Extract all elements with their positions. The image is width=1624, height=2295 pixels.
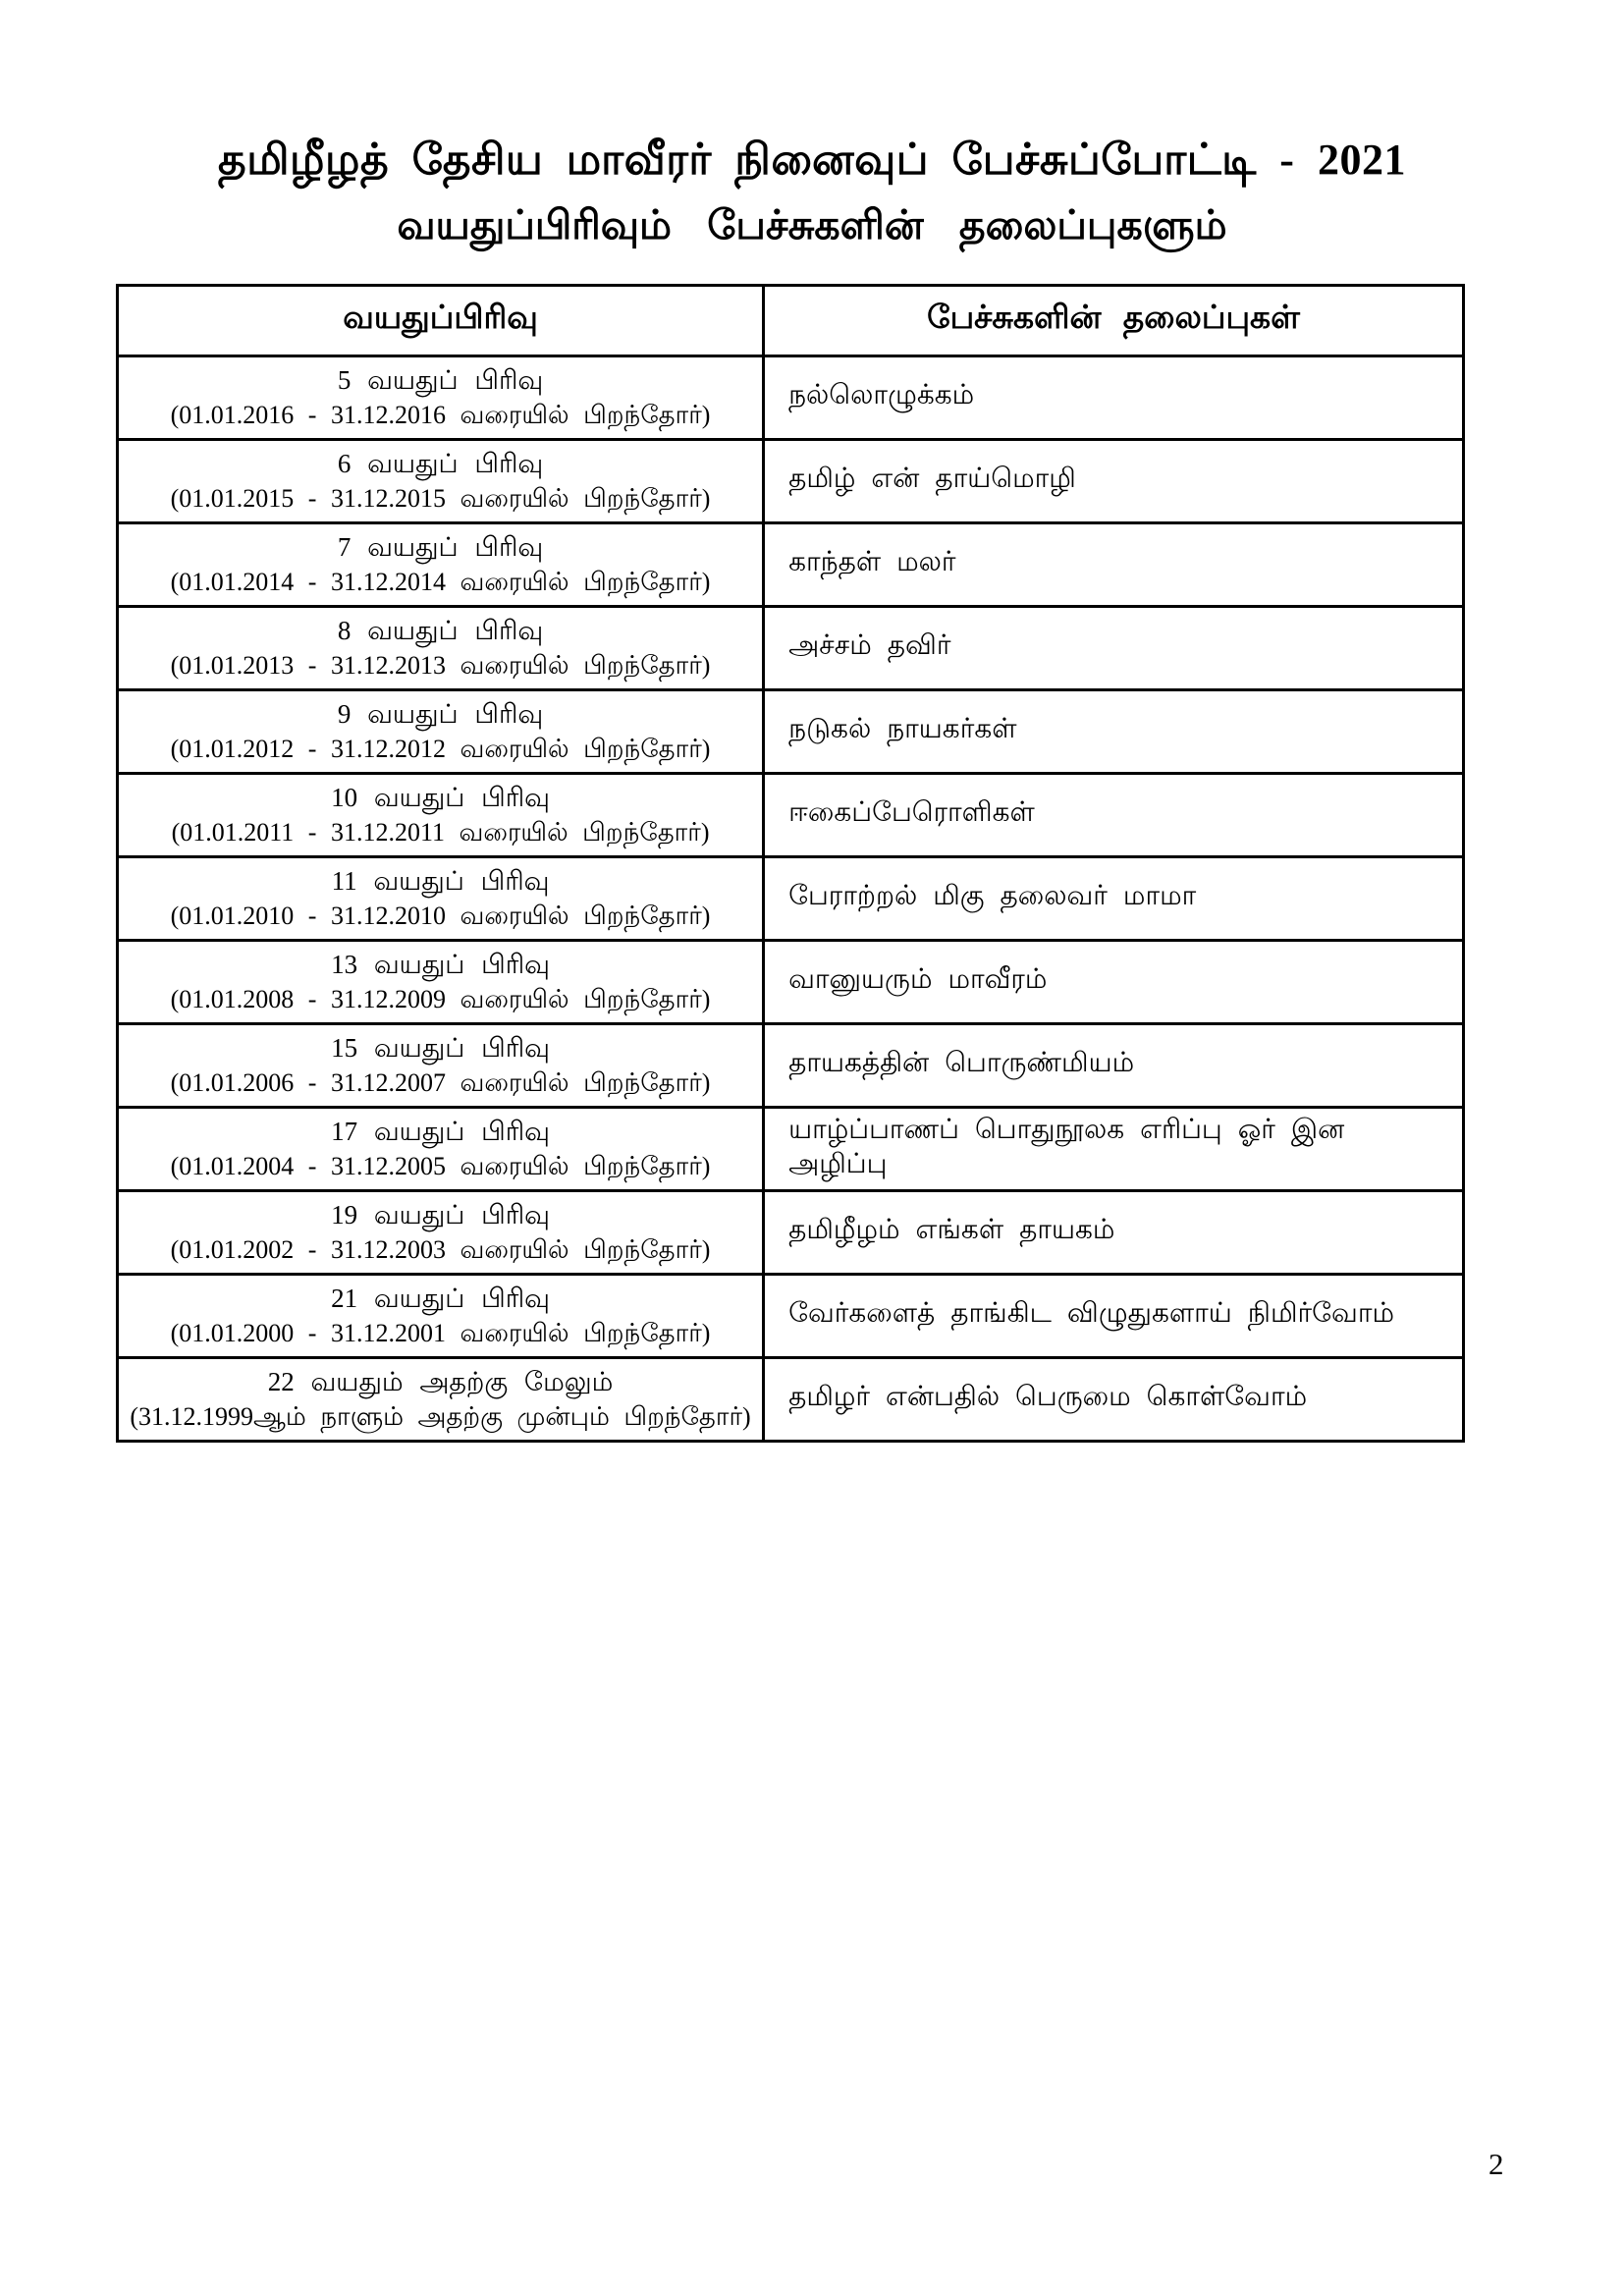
age-group-cell	[118, 355, 764, 439]
age-group-cell	[118, 439, 764, 522]
age-group-cell	[118, 1274, 764, 1357]
age-group-cell	[118, 689, 764, 773]
topic-cell	[764, 606, 1464, 689]
table-row	[118, 439, 1464, 522]
table-row	[118, 522, 1464, 606]
topic-label: ஈகைப்பேரொளிகள்	[788, 797, 1035, 829]
table-header-row	[118, 285, 1464, 355]
topic-cell	[764, 522, 1464, 606]
birth-range-label: (01.01.2002 - 31.12.2003 வரையில் பிறந்தோர்)	[170, 1234, 711, 1264]
table-row	[118, 1190, 1464, 1274]
topic-label: தமிழீழம் எங்கள் தாயகம்	[788, 1215, 1115, 1246]
birth-range-label: (01.01.2008 - 31.12.2009 வரையில் பிறந்தோர்)	[170, 984, 711, 1013]
birth-range-label: (01.01.2016 - 31.12.2016 வரையில் பிறந்தோர்)	[170, 400, 711, 429]
birth-range-label: (31.12.1999ஆம் நாளும் அதற்கு முன்பும் பிறந்தோர்)	[130, 1401, 751, 1431]
topic-cell	[764, 439, 1464, 522]
age-group-cell	[118, 940, 764, 1023]
age-group-label: 10 வயதுப் பிரிவு	[331, 783, 550, 813]
table-row	[118, 1107, 1464, 1190]
topic-cell	[764, 773, 1464, 856]
topic-cell	[764, 355, 1464, 439]
age-group-label: 6 வயதுப் பிரிவு	[337, 449, 544, 479]
table-row	[118, 689, 1464, 773]
age-group-cell	[118, 856, 764, 940]
birth-range-label: (01.01.2010 - 31.12.2010 வரையில் பிறந்தோர்)	[170, 901, 711, 930]
topic-label: பேராற்றல் மிகு தலைவர் மாமா	[788, 881, 1197, 912]
topic-label: காந்தள் மலர்	[788, 547, 956, 578]
topic-label: தமிழர் என்பதில் பெருமை கொள்வோம்	[788, 1382, 1308, 1413]
topic-label: நடுகல் நாயகர்கள்	[788, 714, 1017, 745]
topic-label: தாயகத்தின் பொருண்மியம்	[788, 1048, 1135, 1079]
birth-range-label: (01.01.2004 - 31.12.2005 வரையில் பிறந்தோர்)	[170, 1151, 711, 1180]
page-title: தமிழீழத் தேசிய மாவீரர் நினைவுப் பேச்சுப்போட்டி - 2021	[218, 136, 1406, 184]
age-group-label: 9 வயதுப் பிரிவு	[337, 699, 544, 730]
header-age-group: வயதுப்பிரிவு	[118, 285, 764, 355]
birth-range-label: (01.01.2011 - 31.12.2011 வரையில் பிறந்தோர்)	[171, 817, 710, 847]
table-row	[118, 355, 1464, 439]
age-group-label: 17 வயதுப் பிரிவு	[331, 1117, 550, 1147]
birth-range-label: (01.01.2014 - 31.12.2014 வரையில் பிறந்தோர்)	[170, 567, 711, 596]
topic-label: யாழ்ப்பாணப் பொதுநூலக எரிப்பு ஓர் இன அழிப்பு	[788, 1114, 1345, 1179]
age-group-label: 8 வயதுப் பிரிவு	[337, 616, 544, 646]
birth-range-label: (01.01.2013 - 31.12.2013 வரையில் பிறந்தோர்)	[170, 650, 711, 680]
age-group-cell	[118, 1107, 764, 1190]
table-row	[118, 940, 1464, 1023]
birth-range-label: (01.01.2000 - 31.12.2001 வரையில் பிறந்தோர்)	[170, 1318, 711, 1347]
table-row	[118, 773, 1464, 856]
age-group-cell	[118, 1357, 764, 1441]
birth-range-label: (01.01.2006 - 31.12.2007 வரையில் பிறந்தோர்)	[170, 1067, 711, 1097]
age-group-cell	[118, 1023, 764, 1107]
topic-label: வேர்களைத் தாங்கிட விழுதுகளாய் நிமிர்வோம்	[788, 1298, 1394, 1330]
age-group-label: 22 வயதும் அதற்கு மேலும்	[267, 1367, 614, 1397]
birth-range-label: (01.01.2012 - 31.12.2012 வரையில் பிறந்தோர்)	[170, 734, 711, 763]
age-group-label: 19 வயதுப் பிரிவு	[331, 1200, 550, 1230]
topic-label: வானுயரும் மாவீரம்	[788, 964, 1048, 996]
topic-cell	[764, 1357, 1464, 1441]
age-group-label: 11 வயதுப் பிரிவு	[331, 866, 550, 897]
table-row	[118, 1357, 1464, 1441]
birth-range-label: (01.01.2015 - 31.12.2015 வரையில் பிறந்தோர்)	[170, 483, 711, 513]
page-subtitle: வயதுப்பிரிவும் பேச்சுகளின் தலைப்புகளும்	[397, 201, 1227, 247]
topic-label: அச்சம் தவிர்	[788, 630, 951, 662]
topic-cell	[764, 1023, 1464, 1107]
topic-cell	[764, 689, 1464, 773]
topic-cell	[764, 1107, 1464, 1190]
table-row	[118, 1023, 1464, 1107]
age-group-label: 15 வயதுப் பிரிவு	[331, 1033, 550, 1064]
age-group-label: 7 வயதுப் பிரிவு	[337, 532, 544, 563]
age-group-cell	[118, 773, 764, 856]
topic-cell	[764, 940, 1464, 1023]
age-group-label: 21 வயதுப் பிரிவு	[331, 1284, 550, 1314]
table-row	[118, 1274, 1464, 1357]
age-group-cell	[118, 522, 764, 606]
age-group-cell	[118, 606, 764, 689]
header-speech-topics: பேச்சுகளின் தலைப்புகள்	[764, 285, 1464, 355]
age-group-label: 5 வயதுப் பிரிவு	[337, 365, 544, 396]
topic-label: நல்லொழுக்கம்	[788, 380, 975, 411]
age-group-cell	[118, 1190, 764, 1274]
age-group-label: 13 வயதுப் பிரிவு	[331, 950, 550, 980]
topic-cell	[764, 1274, 1464, 1357]
age-groups-topics-table	[116, 284, 1465, 1443]
topic-cell	[764, 856, 1464, 940]
table-row	[118, 856, 1464, 940]
page-number: 2	[1489, 2147, 1504, 2181]
topic-cell	[764, 1190, 1464, 1274]
table-row	[118, 606, 1464, 689]
topic-label: தமிழ் என் தாய்மொழி	[788, 464, 1076, 495]
